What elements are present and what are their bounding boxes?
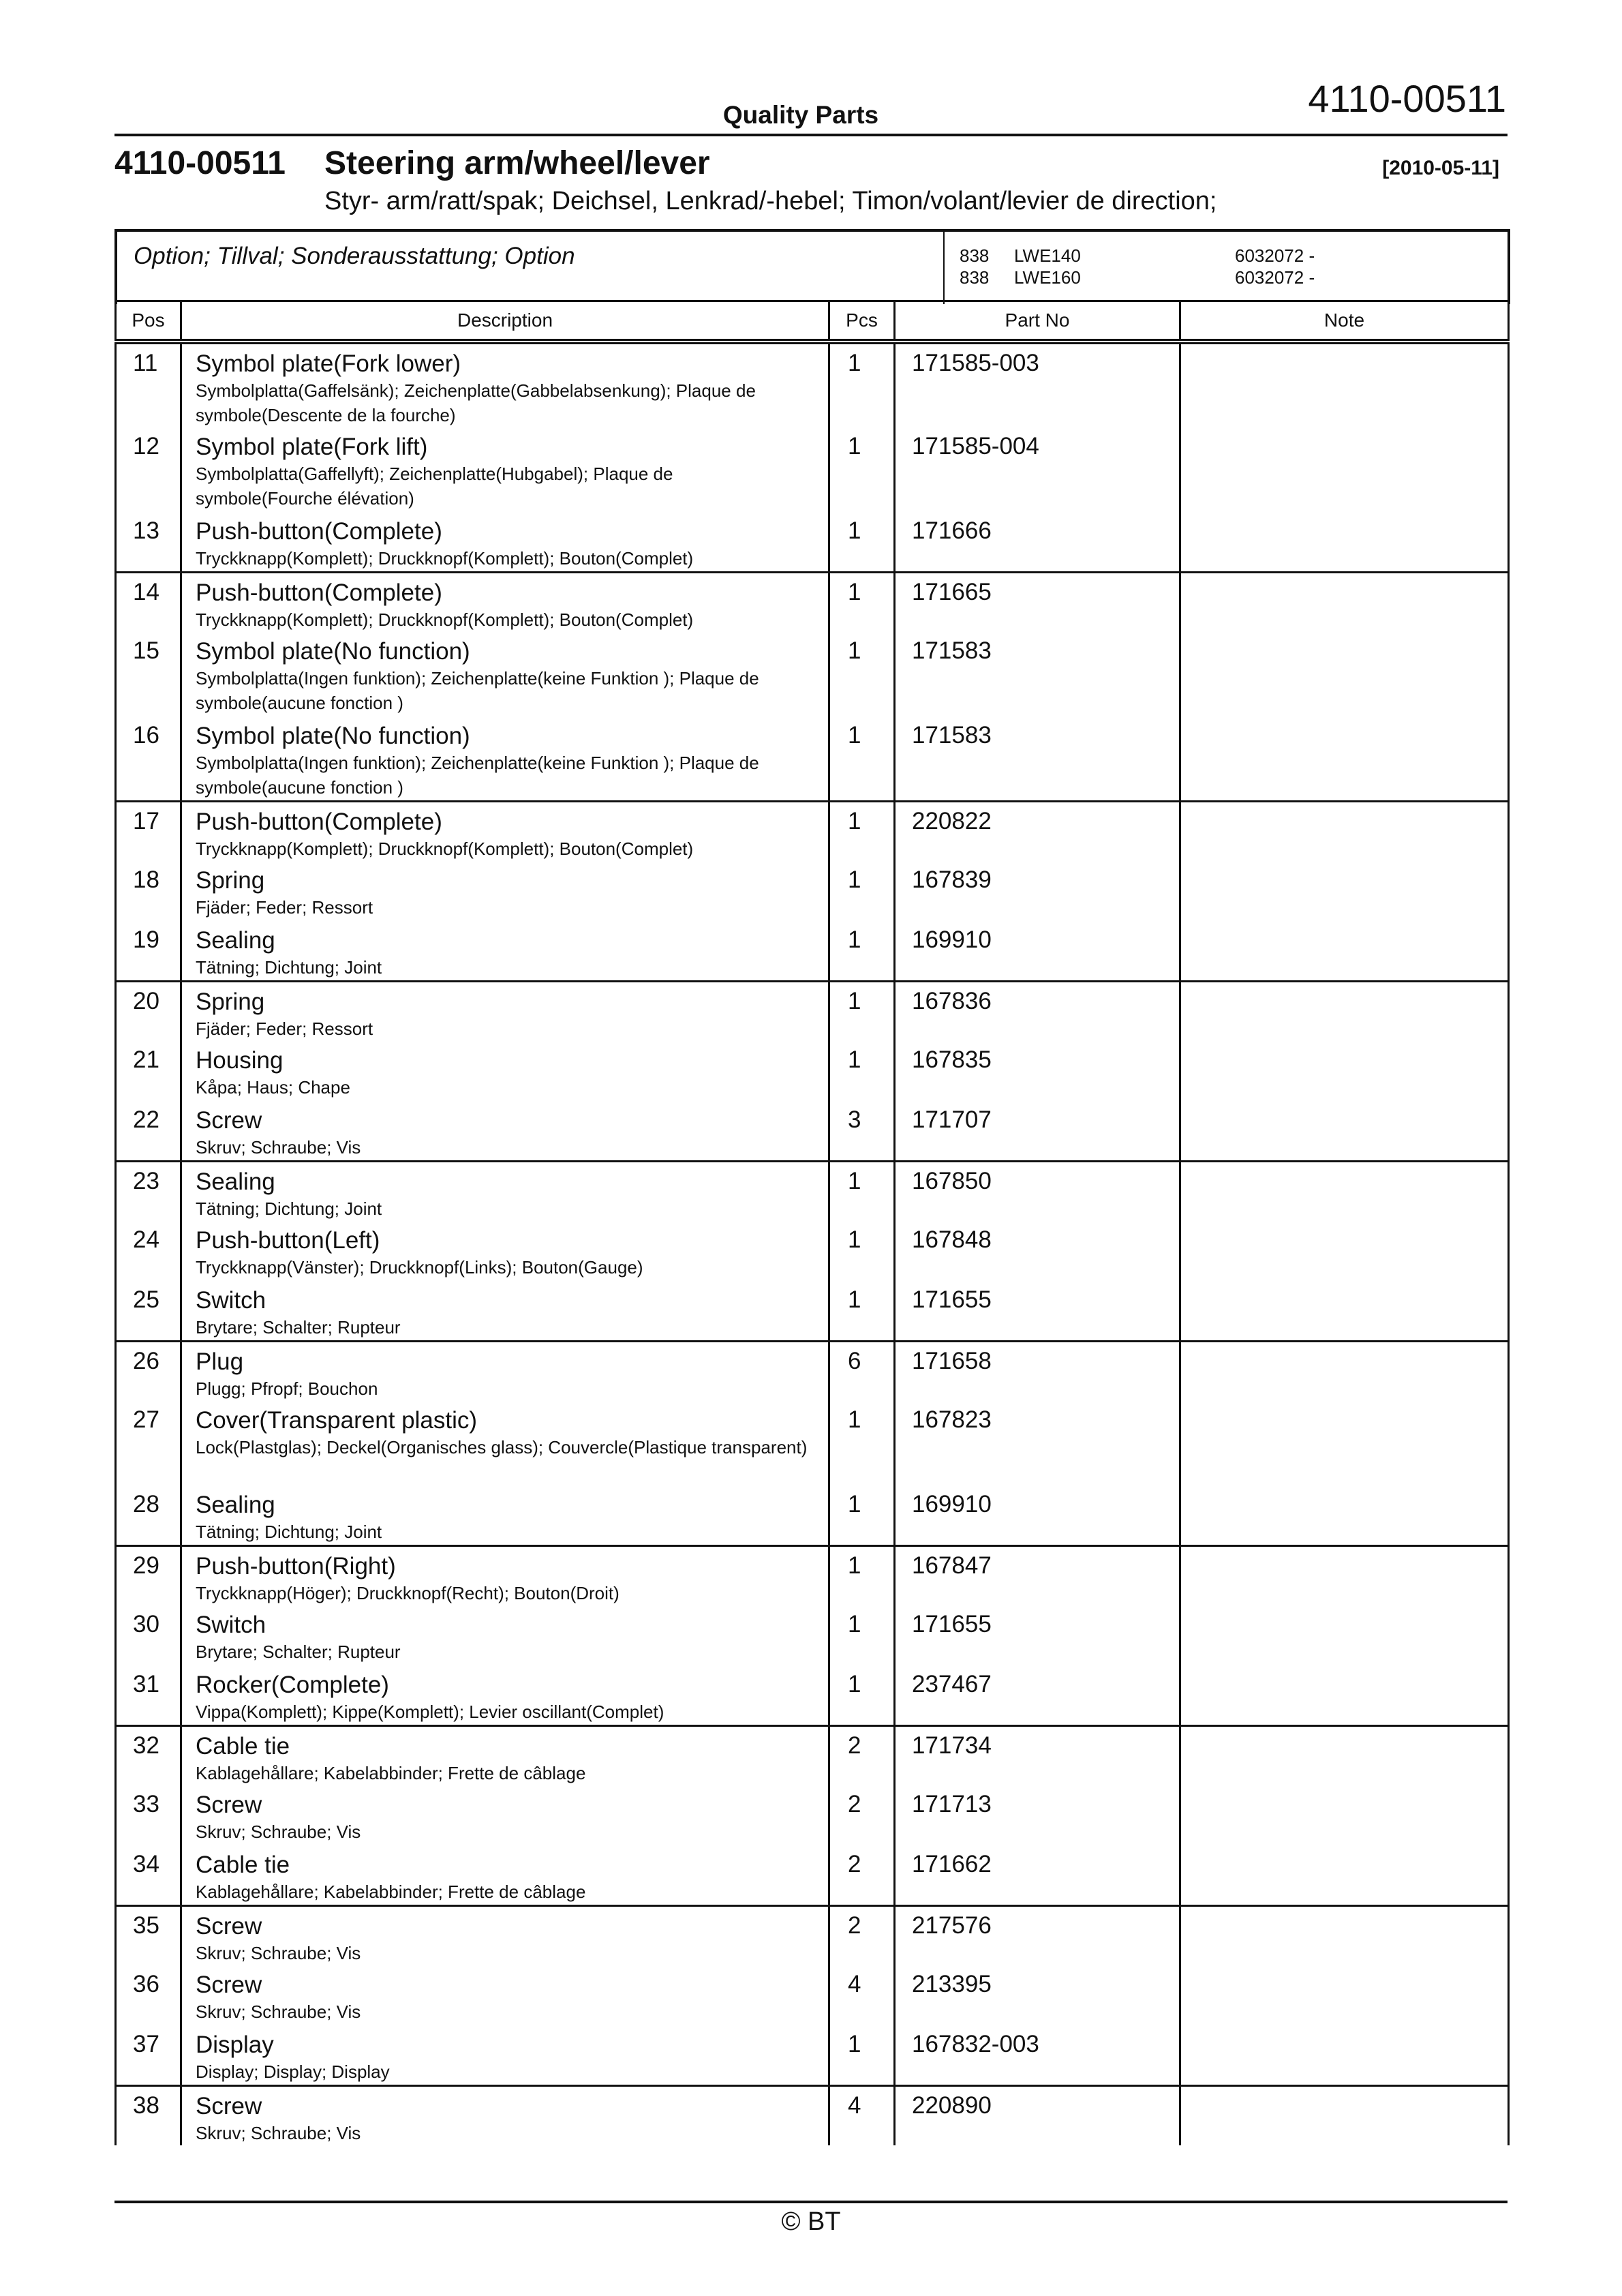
item-part-number: 220890: [895, 2085, 1180, 2145]
item-position: 11: [116, 342, 181, 427]
item-part-number: 167835: [895, 1041, 1180, 1101]
item-name: Screw: [196, 1972, 262, 1998]
footer-copyright: © BT: [781, 2207, 841, 2236]
item-description: [181, 2085, 829, 2145]
item-name: Spring: [196, 988, 265, 1015]
item-note: [1180, 1221, 1509, 1281]
item-name: Sealing: [196, 1168, 275, 1195]
item-quantity: 1: [829, 1545, 895, 1605]
item-part-number: 220822: [895, 801, 1180, 861]
table-row: [116, 1965, 1509, 2025]
item-position: 18: [116, 861, 181, 921]
item-name: Switch: [196, 1287, 266, 1314]
table-row: [116, 512, 1509, 572]
item-position: 19: [116, 921, 181, 981]
item-position: 16: [116, 716, 181, 801]
item-note: [1180, 1725, 1509, 1785]
item-position: 24: [116, 1221, 181, 1281]
item-part-number: 167848: [895, 1221, 1180, 1281]
item-part-number: 171707: [895, 1101, 1180, 1161]
item-name: Symbol plate(Fork lower): [196, 350, 461, 377]
table-row: [116, 1725, 1509, 1785]
item-translations: Skruv; Schraube; Vis: [196, 2122, 361, 2143]
table-row: [116, 861, 1509, 921]
page-subtitle: Styr- arm/ratt/spak; Deichsel, Lenkrad/-hebel; Timon/volant/levier de direction;: [324, 187, 1217, 215]
item-part-number: 167847: [895, 1545, 1180, 1605]
item-part-number: 171583: [895, 632, 1180, 716]
item-part-number: 171583: [895, 716, 1180, 801]
column-header-pos: Pos: [116, 301, 181, 342]
item-name: Push-button(Left): [196, 1227, 380, 1254]
document-id-top: 4110-00511: [1308, 77, 1506, 120]
item-name: Switch: [196, 1612, 266, 1638]
item-quantity: 1: [829, 921, 895, 981]
item-translations: Kablagehållare; Kabelabbinder; Frette de câblage: [196, 1882, 586, 1902]
item-note: [1180, 2025, 1509, 2085]
item-part-number: 167832-003: [895, 2025, 1180, 2085]
item-translations: Skruv; Schraube; Vis: [196, 1137, 361, 1158]
item-description: [181, 1725, 829, 1785]
item-translations: Tryckknapp(Komplett); Druckknopf(Komplett); Bouton(Complet): [196, 548, 694, 569]
item-description: [181, 1905, 829, 1965]
table-row: [116, 572, 1509, 632]
item-description: [181, 1161, 829, 1221]
item-description: [181, 632, 829, 716]
item-quantity: 4: [829, 1965, 895, 2025]
table-row: [116, 342, 1509, 427]
item-position: 29: [116, 1545, 181, 1605]
item-translations: Tryckknapp(Vänster); Druckknopf(Links); Bouton(Gauge): [196, 1257, 643, 1278]
item-name: Push-button(Complete): [196, 579, 442, 606]
item-quantity: 2: [829, 1905, 895, 1965]
column-header-note: Note: [1180, 301, 1509, 342]
table-row: [116, 632, 1509, 716]
item-description: [181, 1041, 829, 1101]
item-translations: Display; Display; Display: [196, 2061, 390, 2082]
table-row: [116, 716, 1509, 801]
item-part-number: 171655: [895, 1281, 1180, 1341]
table-row: [116, 1161, 1509, 1221]
item-quantity: 1: [829, 512, 895, 572]
item-part-number: 167839: [895, 861, 1180, 921]
item-part-number: 169910: [895, 1485, 1180, 1545]
parts-table: [114, 300, 1510, 2145]
item-translations: Tätning; Dichtung; Joint: [196, 1522, 382, 1542]
item-description: [181, 1281, 829, 1341]
item-part-number: 171585-004: [895, 427, 1180, 512]
item-translations: Lock(Plastglas); Deckel(Organisches glass); Couvercle(Plastique transparent): [196, 1437, 808, 1457]
item-description: [181, 981, 829, 1041]
item-name: Cable tie: [196, 1732, 290, 1759]
item-quantity: 6: [829, 1341, 895, 1401]
table-row: [116, 427, 1509, 512]
item-part-number: 237467: [895, 1665, 1180, 1725]
item-position: 33: [116, 1785, 181, 1845]
item-part-number: 171713: [895, 1785, 1180, 1845]
item-quantity: 4: [829, 2085, 895, 2145]
item-note: [1180, 1785, 1509, 1845]
table-row: [116, 1605, 1509, 1665]
table-row: [116, 981, 1509, 1041]
item-note: [1180, 716, 1509, 801]
item-translations: Plugg; Pfropf; Bouchon: [196, 1378, 378, 1399]
item-translations: Fjäder; Feder; Ressort: [196, 897, 373, 918]
parts-table-body: [116, 342, 1509, 2145]
item-description: [181, 1965, 829, 2025]
item-name: Cable tie: [196, 1852, 290, 1878]
table-row: [116, 1281, 1509, 1341]
table-row: [116, 1485, 1509, 1545]
item-name: Sealing: [196, 927, 275, 954]
item-name: Sealing: [196, 1492, 275, 1518]
item-description: [181, 1665, 829, 1725]
item-position: 35: [116, 1905, 181, 1965]
item-position: 20: [116, 981, 181, 1041]
item-description: [181, 512, 829, 572]
item-description: [181, 342, 829, 427]
item-position: 21: [116, 1041, 181, 1101]
item-description: [181, 1545, 829, 1605]
table-row: [116, 1341, 1509, 1401]
item-translations: Tryckknapp(Höger); Druckknopf(Recht); Bouton(Droit): [196, 1582, 619, 1603]
item-part-number: 171665: [895, 572, 1180, 632]
item-part-number: 213395: [895, 1965, 1180, 2025]
item-translations: Kablagehållare; Kabelabbinder; Frette de câblage: [196, 1762, 586, 1783]
option-label: Option; Tillval; Sonderausstattung; Option: [134, 243, 575, 269]
item-name: Screw: [196, 1107, 262, 1134]
item-name: Rocker(Complete): [196, 1672, 389, 1698]
item-note: [1180, 1965, 1509, 2025]
item-description: [181, 1845, 829, 1905]
item-name: Housing: [196, 1047, 284, 1074]
item-quantity: 2: [829, 1785, 895, 1845]
item-description: [181, 921, 829, 981]
item-note: [1180, 921, 1509, 981]
item-part-number: 217576: [895, 1905, 1180, 1965]
item-quantity: 1: [829, 1605, 895, 1665]
item-position: 15: [116, 632, 181, 716]
item-name: Screw: [196, 2092, 262, 2119]
item-note: [1180, 512, 1509, 572]
table-row: [116, 1845, 1509, 1905]
item-translations: Kåpa; Haus; Chape: [196, 1077, 350, 1098]
column-header-part-no: Part No: [895, 301, 1180, 342]
item-translations: Symbolplatta(Gaffellyft); Zeichenplatte(Hubgabel); Plaque de symbole(Fourche élévation): [196, 464, 673, 509]
item-description: [181, 801, 829, 861]
item-name: Display: [196, 2031, 274, 2058]
item-part-number: 167836: [895, 981, 1180, 1041]
item-position: 27: [116, 1401, 181, 1485]
brand-heading: Quality Parts: [722, 101, 879, 129]
item-position: 26: [116, 1341, 181, 1401]
item-description: [181, 1341, 829, 1401]
table-row: [116, 2025, 1509, 2085]
model-name: LWE160: [1014, 267, 1081, 288]
table-row: [116, 1221, 1509, 1281]
item-position: 25: [116, 1281, 181, 1341]
model-serial: 6032072 -: [1235, 267, 1315, 288]
item-name: Cover(Transparent plastic): [196, 1407, 478, 1434]
item-part-number: 169910: [895, 921, 1180, 981]
item-quantity: 3: [829, 1101, 895, 1161]
item-part-number: 171655: [895, 1605, 1180, 1665]
item-description: [181, 1485, 829, 1545]
model-name: LWE140: [1014, 245, 1081, 266]
item-position: 13: [116, 512, 181, 572]
item-note: [1180, 981, 1509, 1041]
item-quantity: 1: [829, 1041, 895, 1101]
item-quantity: 1: [829, 1161, 895, 1221]
item-note: [1180, 801, 1509, 861]
item-note: [1180, 632, 1509, 716]
item-note: [1180, 2085, 1509, 2145]
item-description: [181, 861, 829, 921]
item-translations: Tryckknapp(Komplett); Druckknopf(Komplett); Bouton(Complet): [196, 609, 694, 630]
table-row: [116, 1785, 1509, 1845]
item-description: [181, 1221, 829, 1281]
item-note: [1180, 342, 1509, 427]
item-translations: Tätning; Dichtung; Joint: [196, 957, 382, 978]
item-description: [181, 427, 829, 512]
item-note: [1180, 1905, 1509, 1965]
item-position: 14: [116, 572, 181, 632]
item-note: [1180, 1161, 1509, 1221]
item-description: [181, 1785, 829, 1845]
item-note: [1180, 1341, 1509, 1401]
item-translations: Tätning; Dichtung; Joint: [196, 1198, 382, 1219]
item-translations: Vippa(Komplett); Kippe(Komplett); Levier oscillant(Complet): [196, 1702, 664, 1722]
item-name: Spring: [196, 867, 265, 894]
item-quantity: 1: [829, 861, 895, 921]
item-note: [1180, 1485, 1509, 1545]
model-serial: 6032072 -: [1235, 245, 1315, 266]
document-date: [2010-05-11]: [1382, 157, 1499, 179]
footer-rule: [114, 2201, 1508, 2203]
item-position: 34: [116, 1845, 181, 1905]
item-quantity: 2: [829, 1725, 895, 1785]
item-quantity: 1: [829, 1221, 895, 1281]
item-description: [181, 1101, 829, 1161]
item-note: [1180, 572, 1509, 632]
table-row: [116, 921, 1509, 981]
item-quantity: 1: [829, 981, 895, 1041]
item-translations: Skruv; Schraube; Vis: [196, 1942, 361, 1963]
table-row: [116, 2085, 1509, 2145]
item-translations: Brytare; Schalter; Rupteur: [196, 1317, 401, 1338]
item-description: [181, 572, 829, 632]
item-note: [1180, 1545, 1509, 1605]
option-box: [114, 229, 1510, 304]
item-translations: Fjäder; Feder; Ressort: [196, 1018, 373, 1039]
table-row: [116, 1665, 1509, 1725]
item-note: [1180, 861, 1509, 921]
table-row: [116, 1101, 1509, 1161]
item-description: [181, 716, 829, 801]
item-translations: Symbolplatta(Ingen funktion); Zeichenplatte(keine Funktion ); Plaque de symbole(aucune fonction ): [196, 668, 759, 713]
item-note: [1180, 1605, 1509, 1665]
item-quantity: 1: [829, 1485, 895, 1545]
model-code: 838: [960, 245, 990, 266]
item-name: Push-button(Right): [196, 1552, 396, 1580]
item-quantity: 1: [829, 2025, 895, 2085]
item-position: 32: [116, 1725, 181, 1785]
item-translations: Skruv; Schraube; Vis: [196, 1822, 361, 1842]
item-translations: Brytare; Schalter; Rupteur: [196, 1642, 401, 1662]
item-translations: Symbolplatta(Gaffelsänk); Zeichenplatte(Gabbelabsenkung); Plaque de symbole(Descente de la fourche): [196, 380, 756, 425]
item-name: Plug: [196, 1348, 244, 1375]
item-position: 31: [116, 1665, 181, 1725]
item-position: 36: [116, 1965, 181, 2025]
item-description: [181, 1401, 829, 1485]
header-rule: [114, 134, 1508, 136]
column-header-pcs: Pcs: [829, 301, 895, 342]
item-name: Push-button(Complete): [196, 518, 442, 545]
document-number: 4110-00511: [114, 145, 286, 181]
item-name: Symbol plate(No function): [196, 723, 470, 749]
table-row: [116, 1905, 1509, 1965]
option-divider: [943, 232, 945, 304]
table-row: [116, 1545, 1509, 1605]
item-quantity: 2: [829, 1845, 895, 1905]
item-note: [1180, 1101, 1509, 1161]
item-quantity: 1: [829, 716, 895, 801]
item-position: 28: [116, 1485, 181, 1545]
item-note: [1180, 1281, 1509, 1341]
table-row: [116, 1041, 1509, 1101]
item-position: 30: [116, 1605, 181, 1665]
table-header-row: [116, 301, 1509, 342]
page-title: Steering arm/wheel/lever: [324, 145, 710, 181]
item-part-number: 167823: [895, 1401, 1180, 1485]
item-quantity: 1: [829, 342, 895, 427]
item-note: [1180, 1401, 1509, 1485]
item-position: 17: [116, 801, 181, 861]
item-position: 12: [116, 427, 181, 512]
item-part-number: 171585-003: [895, 342, 1180, 427]
table-row: [116, 801, 1509, 861]
item-part-number: 171666: [895, 512, 1180, 572]
item-part-number: 167850: [895, 1161, 1180, 1221]
item-name: Screw: [196, 1912, 262, 1939]
model-code: 838: [960, 267, 990, 288]
item-translations: Tryckknapp(Komplett); Druckknopf(Komplett); Bouton(Complet): [196, 838, 694, 859]
item-name: Push-button(Complete): [196, 808, 442, 835]
item-position: 23: [116, 1161, 181, 1221]
item-note: [1180, 1665, 1509, 1725]
item-note: [1180, 427, 1509, 512]
item-quantity: 1: [829, 427, 895, 512]
item-quantity: 1: [829, 632, 895, 716]
item-quantity: 1: [829, 1281, 895, 1341]
item-part-number: 171662: [895, 1845, 1180, 1905]
item-quantity: 1: [829, 572, 895, 632]
item-translations: Symbolplatta(Ingen funktion); Zeichenplatte(keine Funktion ); Plaque de symbole(aucune fonction ): [196, 753, 759, 798]
item-name: Symbol plate(Fork lift): [196, 434, 428, 460]
item-note: [1180, 1845, 1509, 1905]
item-description: [181, 2025, 829, 2085]
item-name: Screw: [196, 1792, 262, 1818]
item-note: [1180, 1041, 1509, 1101]
item-part-number: 171734: [895, 1725, 1180, 1785]
table-row: [116, 1401, 1509, 1485]
item-description: [181, 1605, 829, 1665]
column-header-description: Description: [181, 301, 829, 342]
item-translations: Skruv; Schraube; Vis: [196, 2002, 361, 2022]
item-position: 22: [116, 1101, 181, 1161]
item-position: 37: [116, 2025, 181, 2085]
item-position: 38: [116, 2085, 181, 2145]
item-quantity: 1: [829, 1401, 895, 1485]
item-part-number: 171658: [895, 1341, 1180, 1401]
item-quantity: 1: [829, 801, 895, 861]
item-quantity: 1: [829, 1665, 895, 1725]
item-name: Symbol plate(No function): [196, 638, 470, 665]
